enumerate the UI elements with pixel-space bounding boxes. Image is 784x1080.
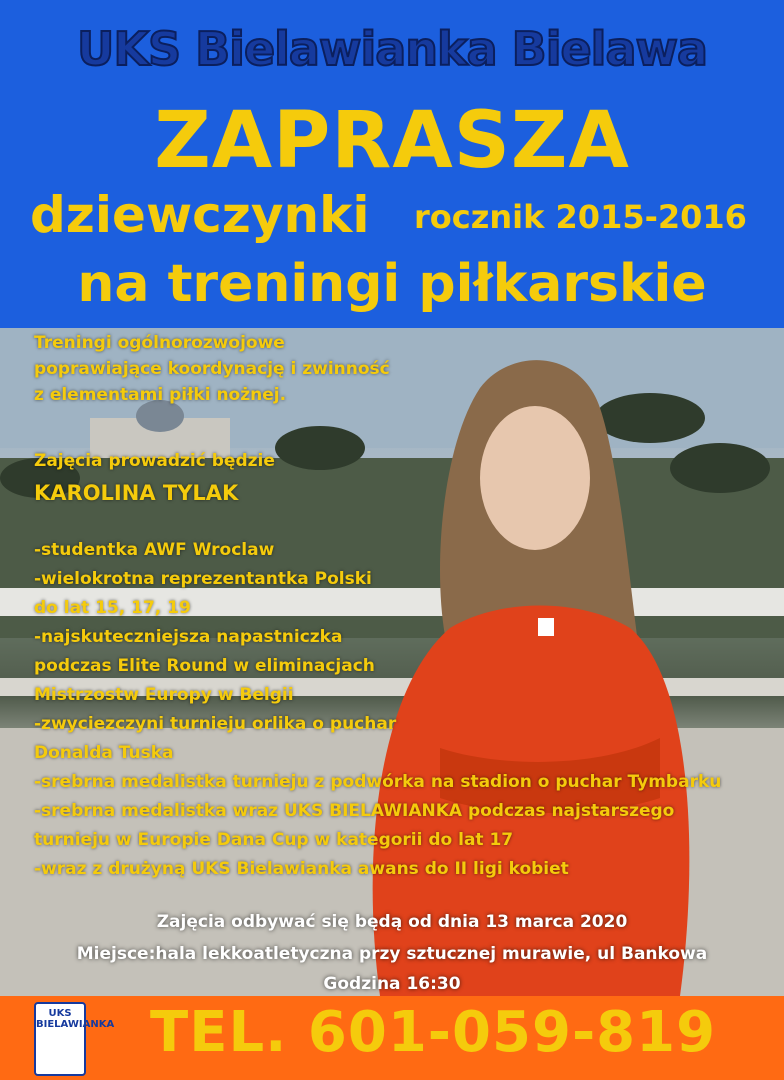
intro-line-2: poprawiające koordynację i zwinność — [34, 359, 390, 379]
achievement-line: -wielokrotna reprezentantka Polski — [34, 569, 372, 589]
achievement-line: podczas Elite Round w eliminacjach — [34, 656, 375, 676]
achievement-line: -srebrna medalistka wraz UKS BIELAWIANKA podczas najstarszego — [34, 801, 675, 821]
intro-line-1: Treningi ogólnorozwojowe — [34, 333, 285, 353]
achievement-line: do lat 15, 17, 19 — [34, 598, 191, 618]
coach-name: KAROLINA TYLAK — [34, 481, 239, 505]
achievement-line: -srebrna medalistka turnieju z podwórka na stadion o puchar Tymbarku — [34, 772, 722, 792]
girls-heading: dziewczynki — [30, 186, 370, 244]
training-heading: na treningi piłkarskie — [77, 254, 707, 314]
body-intro — [34, 330, 390, 408]
phone-number: TEL. 601-059-819 — [150, 1000, 717, 1065]
intro-line-3: z elementami piłki nożnej. — [34, 385, 287, 405]
achievement-line: -studentka AWF Wroclaw — [34, 540, 275, 560]
year-heading: rocznik 2015-2016 — [414, 198, 747, 236]
invite-heading: ZAPRASZA — [154, 96, 630, 186]
time-info: Godzina 16:30 — [323, 974, 461, 994]
achievement-line: -wraz z drużyną UKS Bielawianka awans do II ligi kobiet — [34, 859, 569, 879]
achievement-line: Donalda Tuska — [34, 743, 174, 763]
place-info: Miejsce:hala lekkoatletyczna przy sztucznej murawie, ul Bankowa — [76, 944, 708, 964]
achievement-line: -zwyciezczyni turnieju orlika o puchar — [34, 714, 397, 734]
achievements — [34, 536, 721, 884]
club-logo — [34, 1002, 115, 1076]
achievement-line: -najskuteczniejsza napastniczka — [34, 627, 343, 647]
coach-intro: Zajęcia prowadzić będzie — [34, 451, 275, 471]
logo-text: UKS BIELAWIANKA — [36, 1008, 115, 1030]
date-info: Zajęcia odbywać się będą od dnia 13 marca 2020 — [156, 912, 628, 932]
achievement-line: turnieju w Europie Dana Cup w kategorii do lat 17 — [34, 830, 514, 850]
achievement-line: Mistrzostw Europy w Belgii — [34, 685, 294, 705]
club-name: UKS Bielawianka Bielawa — [76, 22, 708, 76]
